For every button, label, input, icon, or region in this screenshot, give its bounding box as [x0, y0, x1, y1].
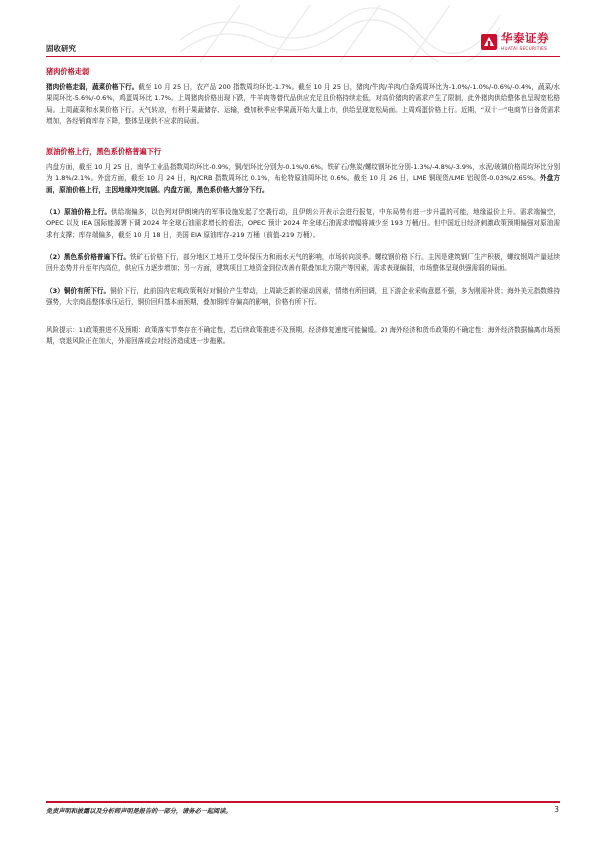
- footer-disclaimer: 免责声明和披露以及分析师声明是报告的一部分，请务必一起阅读。: [46, 808, 232, 815]
- section-title-pork: 猪肉价格走弱: [46, 67, 90, 76]
- paragraph-ferrous: [46, 252, 560, 275]
- paragraph-text: 铜价下行，此前国内宏观政策利好对铜价产生带动，上周缺乏新的驱动因素，情绪有所回调，且下游企业采购意愿不强，多为刚需补货；海外美元指数维持强势，大宗商品整体承压运行，铜价回归基本面预期，叠加铜库存偏高的影响，价格有所下行。: [46, 286, 560, 306]
- paragraph-pork: [46, 82, 560, 127]
- logo-name-cn: 华泰证券: [501, 31, 549, 46]
- company-logo: [480, 30, 560, 54]
- paragraph-summary: 外盘方面，原油价格上行，主因地缘冲突加剧。内盘方面，黑色系价格大部分下行。: [46, 174, 560, 194]
- paragraph-lead: （2）黑色系价格普遍下行。: [46, 252, 131, 261]
- page-number: 3: [554, 805, 559, 814]
- paragraph-text: 截至 10 月 25 日，农产品 200 指数周均环比-1.7%。截至 10 月 25 日，猪肉/牛肉/羊肉/白条鸡周环比为-1.0%/-1.0%/-0.6%/-0.4%，蔬菜/水果周环比-5.6%/-0.6%，鸡蛋周环比 1.7%。上周猪肉价格出现下跌，牛羊肉等替代品供应充足且价格持续走低，对高价猪肉的需求产生了限制，此外猪肉供给整体也呈现宽松格局。上周蔬菜和水果价格下行。天气转凉，有利于果蔬储存、运输，叠加秋季应季果蔬开始大量上市，供给呈现宽松局面。上周鸡蛋价格上行。近期，“双十一”电商节日备货需求增加，各经销商库存下降，整体呈现供不应求的局面。: [46, 83, 560, 125]
- paragraph-text: 供给端偏多，以色列对伊朗境内的军事设施发起了空袭行动，且伊朗公开表示会进行报复，中东局势有进一步升温的可能，地缘溢价上升。需求端偏空，OPEC 以及 IEA 国际能源署下调 2024 年全球石油需求增长的看法，OPEC 预计 2024 年全球石油需求增幅将减少至 193 万桶/日。但中国近日经济刺激政策预期偏强对原油需求有支撑；库存端偏多，截至 10 月 18 日，美国 EIA 原油库存-219 万桶（前值-219 万桶）。: [46, 208, 560, 239]
- report-category-label: 固收研究: [46, 44, 76, 53]
- report-body: [46, 64, 560, 354]
- section-title-commodities: 原油价格上行，黑色系价格普遍下行: [46, 147, 162, 157]
- watermark: [180, 0, 500, 62]
- huatai-logo-icon: [480, 33, 498, 51]
- paragraph-crude-oil: [46, 207, 560, 241]
- paragraph-lead: （1）原油价格上行。: [46, 208, 112, 217]
- logo-name-en: HUATAI SECURITIES: [501, 45, 548, 51]
- paragraph-lead: （3）铜价有所下行。: [46, 286, 111, 295]
- paragraph-overview: [46, 162, 560, 196]
- paragraph-text: 铁矿石价格下行，部分地区工地开工受环保压力和雨水天气的影响，市场转向淡季。螺纹钢价格下行。主因是建筑钢厂生产积极，螺纹钢周产量延续回升态势并升至年内高位，供应压力逐步增加；另一方面，建筑项目工地资金到位改善有限叠加北方限产等因素，需求表现偏弱，市场整体呈现供强需弱的局面。: [46, 252, 561, 273]
- paragraph-text: 内盘方面，截至 10 月 25 日，南华工业品指数周均环比-0.9%，铜/铝环比分别为-0.1%/0.6%。铁矿石/焦炭/螺纹钢环比分别-1.3%/-4.8%/-3.9%，水泥/玻璃价格周均环比分别为 1.8%/2.1%。外盘方面，截至 10 月 24 日，RJ/CRB 指数周环比 0.1%，布伦特原油周环比 0.6%。截至 10 月 26 日，LME 铜现货/LME 铝现货-0.03%/2.65%。: [46, 163, 560, 183]
- footer-divider: [46, 801, 560, 803]
- header-divider: [46, 56, 560, 57]
- paragraph-copper: [46, 286, 560, 309]
- paragraph-lead: 猪肉价格走弱，蔬菜价格下行。: [46, 83, 139, 91]
- risk-warning: 风险提示：1)政策推进不及预期：政策落实节奏存在不确定性，若后续政策推进不及预期，经济修复速度可能偏缓。2) 海外经济和货币政策的不确定性：海外经济数据偏离市场预期，衰退风险正在加大，外需回落或会对经济造成进一步拖累。: [46, 326, 560, 346]
